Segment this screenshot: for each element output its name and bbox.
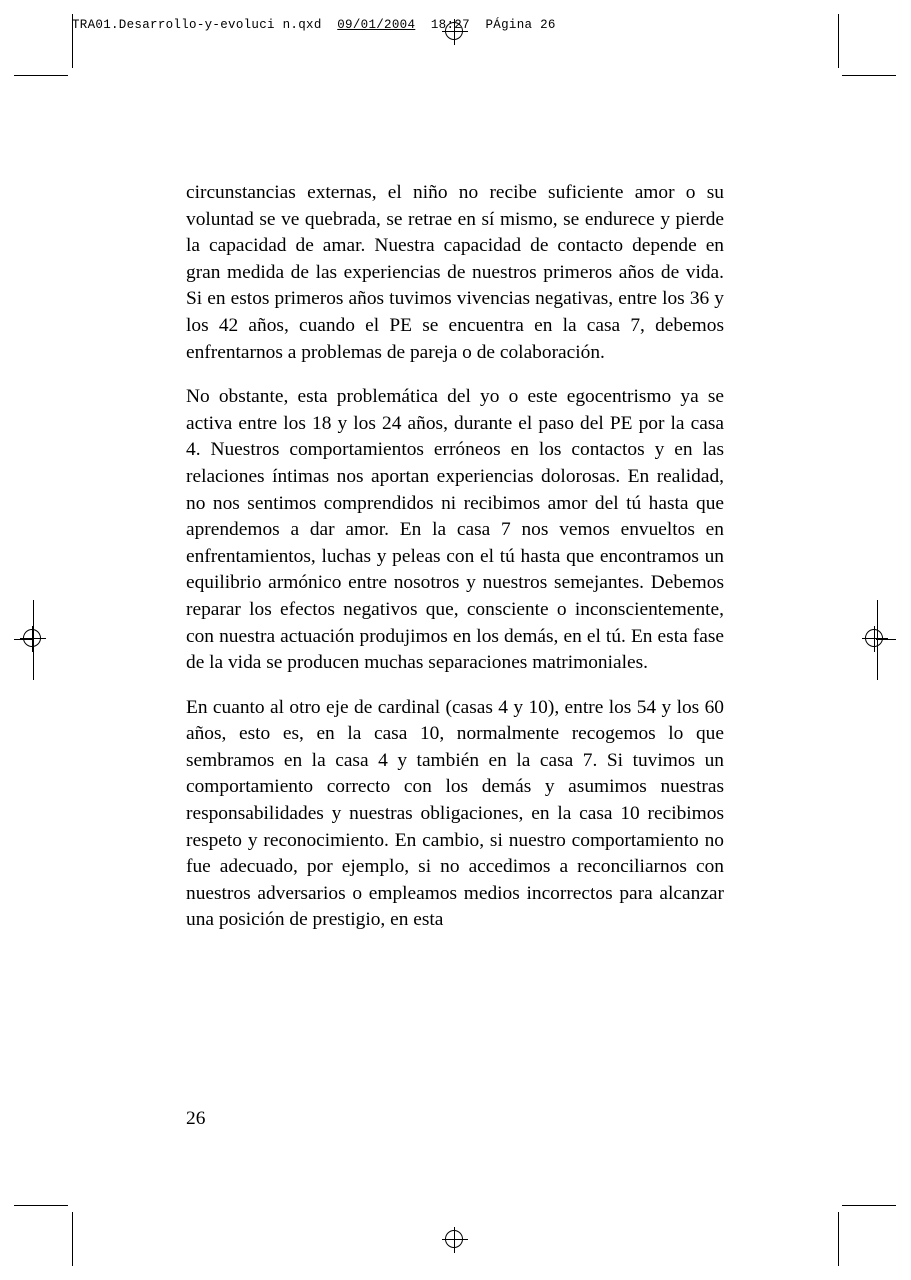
crop-mark-right-center-vertical bbox=[877, 600, 878, 680]
slug-gap-1 bbox=[322, 18, 338, 32]
crop-mark-top-right-horizontal bbox=[842, 75, 896, 76]
slug-time: 18:27 bbox=[430, 18, 470, 32]
crop-mark-bottom-right-vertical bbox=[838, 1212, 839, 1266]
slug-gap-2 bbox=[415, 18, 431, 32]
crop-mark-left-center-vertical bbox=[33, 600, 34, 680]
paragraph-3: En cuanto al otro eje de cardinal (casas 4 y 10), entre los 54 y los 60 años, esto es, en la casa 10, normalmente recogemos lo que sembramos en la casa 4 y también en la casa 7. Si tuvimos un comportamiento correcto con los demás y asumimos nuestras responsabilidades y nuestras obligaciones, en la casa 10 recibimos respeto y reconocimiento. En cambio, si nuestro comportamiento no fue adecuado, por ejemplo, si no accedimos a reconciliarnos con nuestros adversarios o empleamos medios incorrectos para alcanzar una posición de prestigio, en esta bbox=[186, 696, 724, 931]
crop-mark-bottom-right-horizontal bbox=[842, 1205, 896, 1206]
crop-mark-left-center-horizontal bbox=[14, 639, 34, 640]
crop-mark-top-left-horizontal bbox=[14, 75, 68, 76]
slug-page-label: PÁgina 26 bbox=[485, 18, 556, 32]
body-text-column bbox=[186, 180, 724, 934]
registration-mark-bottom bbox=[442, 1227, 468, 1253]
crop-mark-bottom-left-horizontal bbox=[14, 1205, 68, 1206]
crop-mark-top-right-vertical bbox=[838, 14, 839, 68]
paragraph-2: No obstante, esta problemática del yo o este egocentrismo ya se activa entre los 18 y los 24 años, durante el paso del PE por la casa 4. Nuestros comportamientos erróneos en los contactos y en las relaciones íntimas nos aportan experiencias dolorosas. En realidad, no nos sentimos comprendidos ni recibimos amor del tú hasta que aprendemos a dar amor. En la casa 7 nos vemos envueltos en enfrentamientos, luchas y peleas con el tú hasta que encontramos un equilibrio armónico entre nosotros y nuestros semejantes. Debemos reparar los efectos negativos que, consciente o inconscientemente, con nuestra actuación produjimos en los demás, en el tú. En esta fase de la vida se producen muchas separaciones matrimoniales. bbox=[186, 386, 724, 674]
page-number: 26 bbox=[186, 1108, 206, 1129]
slug-gap-3 bbox=[470, 18, 486, 32]
paragraph-1: circunstancias externas, el niño no recibe suficiente amor o su voluntad se ve quebrada, se retrae en sí mismo, se endurece y pierde la capacidad de amar. Nuestra capacidad de contacto depende en gran medida de las experiencias de nuestros primeros años de vida. Si en estos primeros años tuvimos vivencias negativas, entre los 36 y los 42 años, cuando el PE se encuentra en la casa 7, debemos enfrentarnos a problemas de pareja o de colaboración. bbox=[186, 182, 724, 363]
slug-date: 09/01/2004 bbox=[337, 18, 416, 32]
slug-filename: TRA01.Desarrollo-y-evoluci n.qxd bbox=[72, 18, 322, 32]
crop-mark-right-center-horizontal bbox=[876, 639, 896, 640]
slug-line bbox=[72, 18, 556, 32]
crop-mark-bottom-left-vertical bbox=[72, 1212, 73, 1266]
